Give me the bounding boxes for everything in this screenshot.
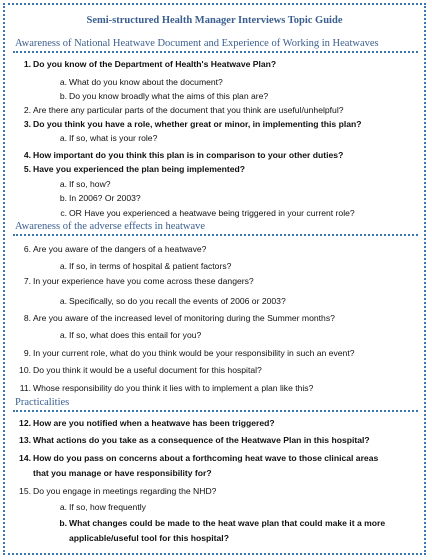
question-number: a. [59,330,67,340]
question-text: How important do you think this plan is in comparison to your other duties? [33,150,344,160]
question-text: If so, what does this entail for you? [69,330,202,340]
question-number: 2. [23,105,31,115]
question-text: Have you experienced the plan being implemented? [33,164,246,174]
question-text: In your experience have you come across these dangers? [33,276,254,286]
question-number: a. [59,179,67,189]
question-number: 5. [23,164,31,174]
question-text: If so, in terms of hospital & patient factors? [69,261,232,271]
question-number: a. [59,502,67,512]
section-divider [13,410,418,412]
question-text: Do you think it would be a useful document for this hospital? [33,365,262,375]
question-number: a. [59,296,67,306]
section-divider [13,234,418,236]
question-number: a. [59,77,67,87]
question-number: b. [59,91,67,101]
question-number: b. [59,193,67,203]
question-text: What do you know about the document? [69,77,223,87]
question-number: a. [59,133,67,143]
question-text: applicable/useful tool for this hospital? [69,533,229,543]
question-text: Do you know of the Department of Health's Heatwave Plan? [33,59,277,69]
question-number: 4. [23,150,31,160]
topic-guide-frame [3,3,426,555]
question-number: 8. [23,313,31,323]
question-text: How do you pass on concerns about a forthcoming heat wave to those clinical areas [33,453,379,463]
question-text: Do you know broadly what the aims of this plan are? [69,91,269,101]
question-text: Whose responsibility do you think it lies with to implement a plan like this? [33,383,314,393]
question-text: Are there any particular parts of the document that you think are useful/unhelpful? [33,105,344,115]
question-text: that you manage or have responsibility for? [33,468,212,478]
question-text: If so, what is your role? [69,133,158,143]
question-text: What actions do you take as a consequence of the Heatwave Plan in this hospital? [33,435,370,445]
question-text: OR Have you experienced a heatwave being triggered in your current role? [69,208,355,218]
question-number: 14. [19,453,31,463]
question-text: Do you engage in meetings regarding the NHD? [33,486,217,496]
section-heading-practicalities: Practicalities [15,397,70,408]
section-heading-heatwave-document: Awareness of National Heatwave Document and Experience of Working in Heatwaves [15,38,379,49]
question-text: Are you aware of the dangers of a heatwave? [33,244,207,254]
question-number: 11. [19,383,31,393]
question-text: Are you aware of the increased level of monitoring during the Summer months? [33,313,335,323]
question-number: 12. [19,418,31,428]
question-number: c. [60,208,67,218]
question-number: 1. [23,59,31,69]
question-number: b. [59,518,67,528]
question-text: Do you think you have a role, whether great or minor, in implementing this plan? [33,119,362,129]
question-number: 15. [19,486,31,496]
question-number: 6. [23,244,31,254]
question-text: Specifically, so do you recall the events of 2006 or 2003? [69,296,286,306]
question-number: a. [59,261,67,271]
document-title: Semi-structured Health Manager Interviews Topic Guide [86,15,343,26]
question-number: 13. [19,435,31,445]
question-text: In your current role, what do you think would be your responsibility in such an event? [33,348,355,358]
question-text: If so, how frequently [69,502,146,512]
question-text: What changes could be made to the heat wave plan that could make it a more [69,518,386,528]
question-text: In 2006? Or 2003? [69,193,141,203]
question-number: 3. [23,119,31,129]
question-text: If so, how? [69,179,111,189]
section-heading-adverse-effects: Awareness of the adverse effects in heatwave [15,221,206,232]
question-number: 7. [23,276,31,286]
question-number: 10. [19,365,31,375]
section-divider [13,51,418,53]
question-text: How are you notified when a heatwave has been triggered? [33,418,275,428]
question-number: 9. [23,348,31,358]
